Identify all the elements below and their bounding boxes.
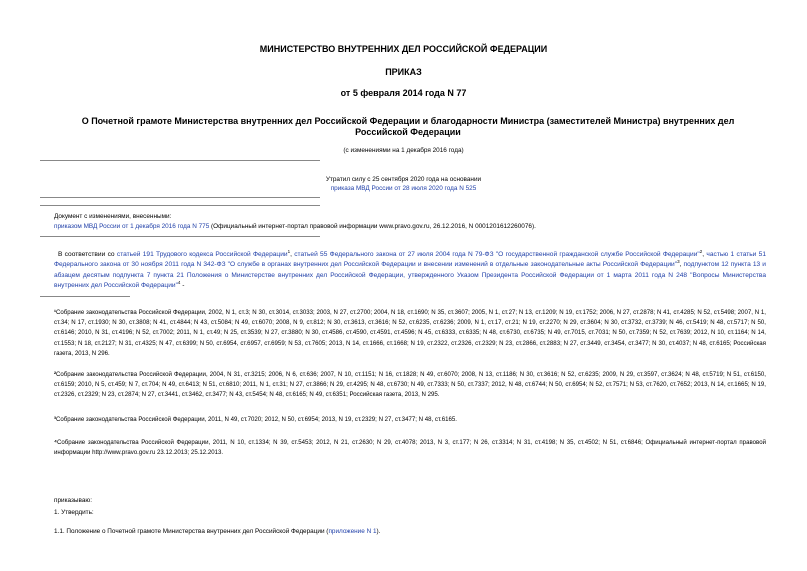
footnote-3: ³Собрание законодательства Российской Федерации, 2011, N 49, ст.7020; 2012, N 50, ст.6954; 2013, N 19, ст.2329; N 27, ст.3477; N 48, ст.6165. bbox=[54, 416, 457, 423]
appendix-1-link[interactable]: приложение N 1 bbox=[328, 528, 377, 535]
doc-type-heading: ПРИКАЗ bbox=[385, 67, 422, 77]
footnote-marker: ³ bbox=[54, 417, 56, 423]
ministry-heading: МИНИСТЕРСТВО ВНУТРЕННИХ ДЕЛ РОССИЙСКОЙ ФЕДЕРАЦИИ bbox=[259, 44, 548, 54]
footnote-2: ²Собрание законодательства Российской Федерации, 2004, N 31, ст.3215; 2006, N 6, ст.636; 2007, N 10, ст.1151; N 16, ст.1828; N 49, ст.6070; 2008, N 13, ст.1186; N 30, ст.3616; N 52, ст.6235; 2009, N 29, ст.3597, ст.3624; N 48, ст.5719; N 51, ст.6150, ст.6159; 2010, N 5, ст.459; N 7, ст.704; N 49, ст.6413; N 51, ст.6810; 2011, N 1, ст.31; N 27, ст.3866; N 29, ст.4295; N 48, ст.6730; N 49, ст.7333; N 50, ст.7337; 2012, N 48, ст.6744; N 50, ст.6954; N 52, ст.7571; N 53, ст.7620, ст.7652; 2013, N 14, ст.1665; N 19, ст.2326, ст.2329; N 23, ст.2874; N 27, ст.3441, ст.3462, ст.3477; N 43, ст.5454; N 48, ст.6165; N 49, ст.6351; Российская газета, 2013, N 295. bbox=[54, 371, 766, 399]
link-labor-code[interactable]: статьей 191 Трудового кодекса Российской Федерации bbox=[116, 251, 288, 258]
order-item-1: 1. Утвердить: bbox=[54, 509, 94, 516]
order-intro: приказываю: bbox=[54, 497, 92, 504]
lost-force-text: Утратил силу с 25 сентября 2020 года на основании bbox=[325, 176, 482, 183]
changes-line bbox=[54, 222, 536, 232]
changes-label: Документ с изменениями, внесенными: bbox=[54, 213, 172, 220]
document-title: О Почетной грамоте Министерства внутренних дел Российской Федерации и благодарности Министра (заместителей Министра) внутренних дел Российской Федерации bbox=[81, 116, 735, 137]
footnote-marker: ¹ bbox=[54, 310, 56, 316]
footnote-1: ¹Собрание законодательства Российской Федерации, 2002, N 1, ст.3; N 30, ст.3014, ст.3033; 2003, N 27, ст.2700; 2004, N 18, ст.1690; N 35, ст.3607; 2005, N 1, ст.27; N 13, ст.1209; N 19, ст.1752; 2006, N 27, ст.2878; N 41, ст.4285; N 52, ст.5498; 2007, N 1, ст.34; N 17, ст.1930; N 30, ст.3808; N 41, ст.4844; N 43, ст.5084; N 49, ст.6070; 2008, N 9, ст.812; N 30, ст.3613, ст.3616; N 52, ст.6235, ст.6236; 2009, N 1, ст.17, ст.21; N 19, ст.2270; N 29, ст.3604; N 30, ст.3732, ст.3739; N 46, ст.5419; N 48, ст.5717; N 50, ст.6146; 2010, N 31, ст.4196; N 52, ст.7002; 2011, N 1, ст.49; N 25, ст.3539; N 27, ст.3880; N 30, ст.4586, ст.4590, ст.4591, ст.4596; N 45, ст.6333, ст.6335; N 48, ст.6730, ст.6735; N 49, ст.7015, ст.7031; N 50, ст.7359; N 52, ст.7639; 2012, N 10, ст.1164; N 14, ст.1553; N 18, ст.2127; N 31, ст.4325; N 47, ст.6399; N 50, ст.6954, ст.6957, ст.6959; N 53, ст.7605; 2013, N 14, ст.1666, ст.1668; N 19, ст.2322, ст.2326, ст.2329; N 23, ст.2866, ст.2883; N 27, ст.3449, ст.3454, ст.3477; N 30, ст.4037; N 48, ст.6165; Российская газета, 2013, N 296. bbox=[54, 309, 766, 357]
amendment-note: (с изменениями на 1 декабря 2016 года) bbox=[343, 147, 464, 154]
footnote-marker: ⁴ bbox=[54, 440, 57, 446]
main-paragraph: В соответствии со статьей 191 Трудового кодекса Российской Федерации$^1$, статьей 55 Федерального закона от 27 июля 2004 года N 79-ФЗ "О государственной гражданской службе Российской Федерации"$^2$, частью 1 статьи 51 Федерального закона от 30 ноября 2011 года N 342-ФЗ "О службе в органах внутренних дел Российской Федерации и внесении изменений в отдельные законодательные акты Российской Федерации"$^3$, подпунктом 12 пункта 13 и абзацем десятым подпункта 7 пункта 21 Положения о Министерстве внутренних дел Российской Федерации, утвержденного Указом Президента Российской Федерации от 1 марта 2011 года N 248 "Вопросы Министерства внутренних дел Российской Федерации"$^4$ - bbox=[54, 248, 766, 290]
link-law-342fz[interactable]: частью 1 статьи 51 Федерального закона от 30 ноября 2011 года N 342-ФЗ "О службе в органах внутренних дел Российской Федерации и внесении изменений в отдельные законодательные акты Российской Федерации" bbox=[54, 251, 766, 269]
date-number-heading: от 5 февраля 2014 года N 77 bbox=[340, 88, 467, 98]
order-item-1-1: 1.1. Положение о Почетной грамоте Министерства внутренних дел Российской Федерации (приложение N 1). bbox=[54, 528, 381, 535]
divider bbox=[40, 197, 320, 198]
link-law-79fz[interactable]: статьей 55 Федерального закона от 27 июля 2004 года N 79-ФЗ "О государственной гражданской службе Российской Федерации" bbox=[294, 251, 700, 258]
divider bbox=[40, 205, 320, 206]
footnote-marker: ² bbox=[54, 372, 56, 378]
footnote-divider bbox=[40, 296, 130, 297]
divider bbox=[40, 236, 320, 237]
link-regulation[interactable]: подпунктом 12 пункта 13 и абзацем десятым подпункта 7 пункта 21 Положения о Министерстве внутренних дел Российской Федерации, утвержденного Указом Президента Российской Федерации от 1 марта 2011 года N 248 "Вопросы Министерства внутренних дел Российской Федерации" bbox=[54, 261, 766, 290]
footnote-4: ⁴Собрание законодательства Российской Федерации, 2011, N 10, ст.1334; N 39, ст.5453; 2012, N 21, ст.2630; N 29, ст.4078; 2013, N 3, ст.177; N 26, ст.3314; N 31, ст.4198; N 35, ст.4502; N 51, ст.6846; Официальный интернет-портал правовой информации http://www.pravo.gov.ru 23.12.2013; 25.12.2013. bbox=[54, 439, 766, 457]
changes-source: (Официальный интернет-портал правовой информации www.pravo.gov.ru, 26.12.2016, N 0001201612260076). bbox=[209, 223, 536, 230]
divider bbox=[40, 160, 320, 161]
lost-force-link[interactable]: приказа МВД России от 28 июля 2020 года N 525 bbox=[330, 185, 477, 192]
changes-link[interactable]: приказом МВД России от 1 декабря 2016 года N 775 bbox=[54, 223, 210, 230]
